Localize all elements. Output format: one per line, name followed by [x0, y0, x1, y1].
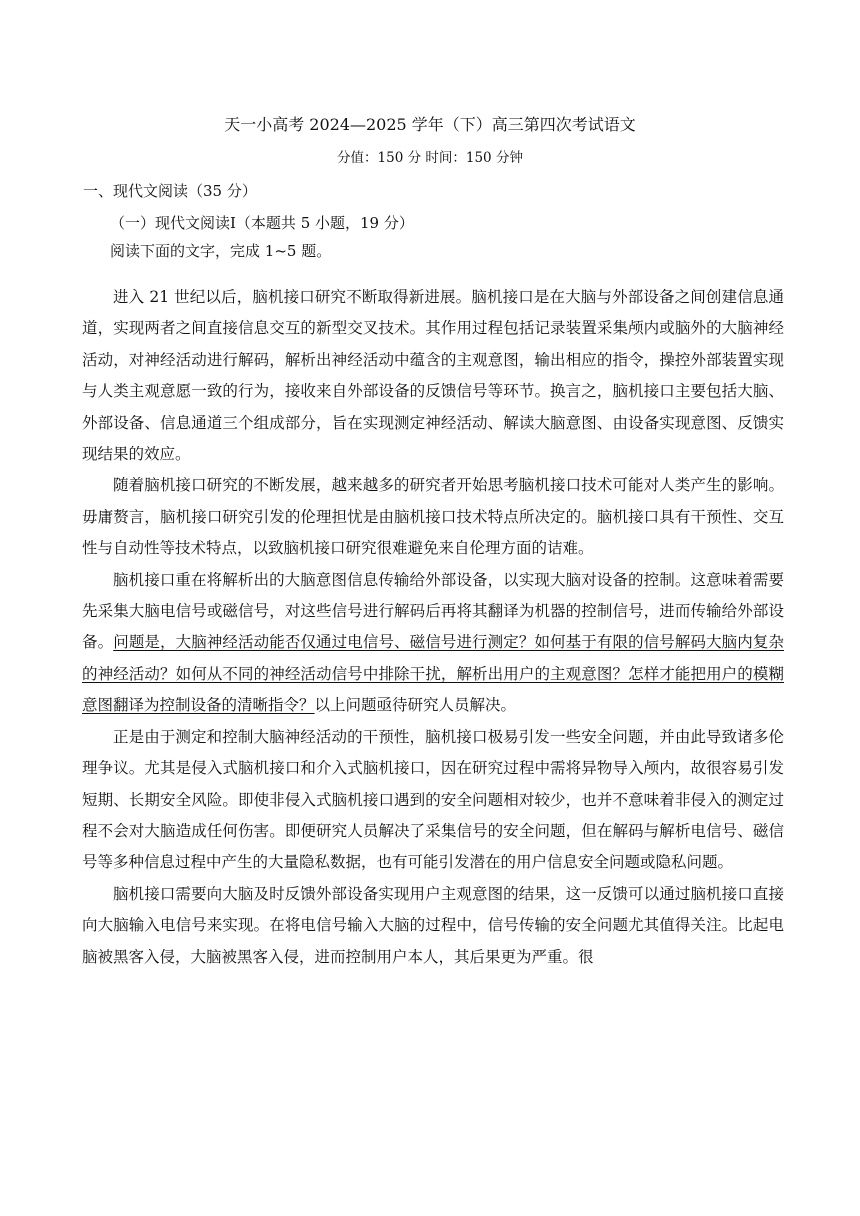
- paragraph-3-intro: 脑机接口重在将解析出的大脑意图信息传输给外部设备，以实现大脑对设备的控制。这意味着需要先采集大脑电信号或磁信号，对这些信号进行解码后再将其翻译为机器的控制信号，进而传输给外部设备。: [82, 570, 784, 652]
- section-heading: 一、现代文阅读（35 分）: [83, 182, 257, 200]
- underlined-questions: 问题是，大脑神经活动能否仅通过电信号、磁信号进行测定？如何基于有限的信号解码大脑内复杂的神经活动？如何从不同的神经活动信号中排除干扰，解析出用户的主观意图？怎样才能把用户的模糊意图翻译为控制设备的清晰指令？: [82, 633, 784, 715]
- exam-meta: 分值：150 分 时间：150 分钟: [337, 150, 523, 166]
- passage-paragraph-5: 脑机接口需要向大脑及时反馈外部设备实现用户主观意图的结果，这一反馈可以通过脑机接口直接向大脑输入电信号来实现。在将电信号输入大脑的过程中，信号传输的安全问题尤其值得关注。比起电脑被黑客入侵，大脑被黑客入侵，进而控制用户本人，其后果更为严重。很: [82, 884, 784, 966]
- subsection-heading: （一）现代文阅读Ⅰ（本题共 5 小题，19 分）: [110, 214, 414, 232]
- paragraph-3-conclusion: 以上问题亟待研究人员解决。: [314, 696, 517, 715]
- passage-paragraph-2: 随着脑机接口研究的不断发展，越来越多的研究者开始思考脑机接口技术可能对人类产生的影响。毋庸赘言，脑机接口研究引发的伦理担忧是由脑机接口技术特点所决定的。脑机接口具有干预性、交互性与自动性等技术特点，以致脑机接口研究很难避免来自伦理方面的诘难。: [82, 476, 784, 558]
- passage-paragraph-1: 进入 21 世纪以后，脑机接口研究不断取得新进展。脑机接口是在大脑与外部设备之间创建信息通道，实现两者之间直接信息交互的新型交叉技术。其作用过程包括记录装置采集颅内或脑外的大脑神经活动，对神经活动进行解码，解析出神经活动中蕴含的主观意图，输出相应的指令，操控外部装置实现与人类主观意愿一致的行为，接收来自外部设备的反馈信号等环节。换言之，脑机接口主要包括大脑、外部设备、信息通道三个组成部分，旨在实现测定神经活动、解读大脑意图、由设备实现意图、反馈实现结果的效应。: [82, 288, 784, 464]
- passage-paragraph-3: [82, 565, 784, 722]
- reading-instruction: 阅读下面的文字，完成 1~5 题。: [110, 242, 332, 260]
- reading-passage: [82, 282, 784, 973]
- exam-title: 天一小高考 2024—2025 学年（下）高三第四次考试语文: [224, 115, 636, 134]
- passage-paragraph-4: 正是由于测定和控制大脑神经活动的干预性，脑机接口极易引发一些安全问题，并由此导致诸多伦理争议。尤其是侵入式脑机接口和介入式脑机接口，因在研究过程中需将异物导入颅内，故很容易引发短期、长期安全风险。即使非侵入式脑机接口遇到的安全问题相对较少，也并不意味着非侵入的测定过程不会对大脑造成任何伤害。即便研究人员解决了采集信号的安全问题，但在解码与解析电信号、磁信号等多种信息过程中产生的大量隐私数据，也有可能引发潜在的用户信息安全问题或隐私问题。: [82, 727, 784, 872]
